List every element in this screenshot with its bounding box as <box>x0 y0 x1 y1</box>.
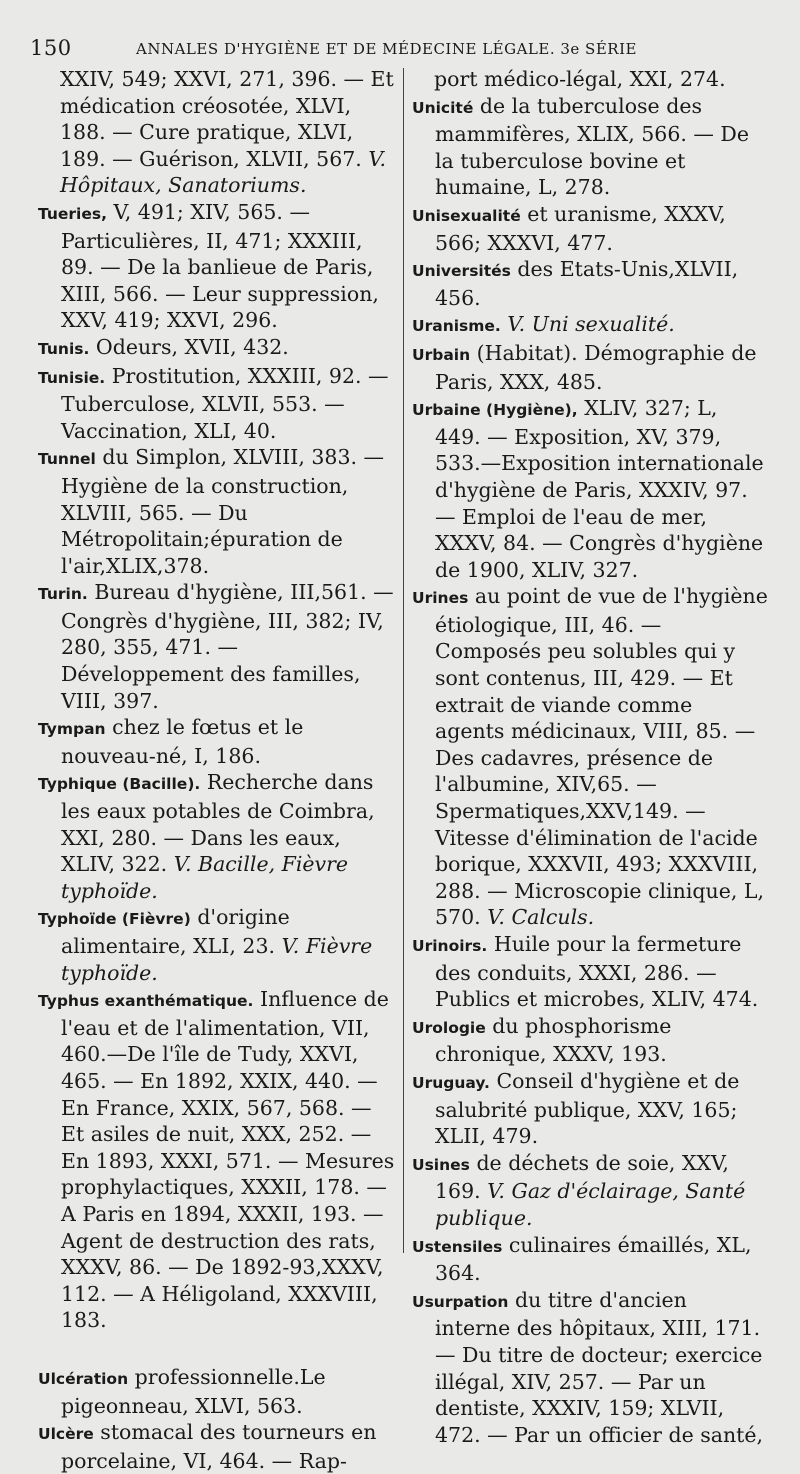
entry-text: et uranisme, XXXV, 566; XXXVI, 477. <box>435 201 726 255</box>
entry-heading: Typhique (Bacille). <box>38 775 201 794</box>
index-entry-urinoirs <box>412 931 768 1013</box>
index-entry-usurpation <box>412 1287 768 1449</box>
entry-heading: Urines <box>412 589 469 608</box>
entry-text: d'origine alimentaire, XLI, 23. <box>61 905 290 958</box>
entry-heading: Tueries, <box>38 204 108 223</box>
entry-cross-reference: V. Uni sexualité. <box>507 312 675 337</box>
entry-text: des Etats-Unis,XLVII, 456. <box>435 257 739 310</box>
entry-heading: Typhus exanthématique. <box>38 992 254 1011</box>
index-entry-tueries <box>38 199 398 334</box>
entry-heading: Tunisie. <box>38 368 106 387</box>
entry-heading: Uranisme. <box>412 317 501 336</box>
entry-text: de la tuberculose des mammifères, XLIX, 566. — De la tuberculose bovine et humaine, L, 278. <box>435 93 749 200</box>
entry-text: chez le fœtus et le nouveau-né, I, 186. <box>61 715 304 768</box>
entry-heading: Turin. <box>38 585 88 604</box>
index-entry-urines <box>412 583 768 931</box>
running-header <box>30 36 770 66</box>
entry-text: V, 491; XIV, 565. — Particulières, II, 471; XXXIII, 89. — De la banlieue de Paris, XIII, 566. — Leur suppression, XXV, 419; XXVI, 296. <box>61 199 379 333</box>
index-entry-urologie <box>412 1013 768 1068</box>
entry-cross-reference: V. Bacille, Fièvre typhoïde. <box>61 852 349 903</box>
index-entry-tunis <box>38 334 398 363</box>
index-entry-universites <box>412 256 768 311</box>
index-entry-ulceration <box>38 1364 398 1419</box>
entry-text: culinaires émaillés, XL, 364. <box>435 1232 752 1286</box>
index-entry-uruguay <box>412 1068 768 1150</box>
index-entry-ulcere <box>38 1419 398 1474</box>
entry-text: Recherche dans les eaux potables de Coimbra, XXI, 280. — Dans les eaux, XLIV, 322. <box>61 770 375 877</box>
page-number: 150 <box>30 36 72 60</box>
index-entry-typhoide <box>38 904 398 986</box>
index-entry-tunnel <box>38 444 398 579</box>
entry-heading: Tympan <box>38 720 106 739</box>
entry-text: port médico-légal, XXI, 274. <box>434 67 726 91</box>
index-entry-ustensiles <box>412 1232 768 1287</box>
index-entry-typhique <box>38 769 398 904</box>
entry-text: stomacal des tourneurs en porcelaine, VI, 464. — Rap- <box>61 1420 377 1473</box>
index-entry-continued <box>412 66 768 93</box>
entry-text: XLIV, 327; L, 449. — Exposition, XV, 379, 533.—Exposition internationale d'hygiène de Paris, XXXIV, 97. — Emploi de l'eau de mer, XXXV, 84. — Congrès d'hygiène de 1900, XLIV, 327. <box>435 396 764 582</box>
entry-text: Bureau d'hygiène, III,561. — Congrès d'hygiène, III, 382; IV, 280, 355, 471. — Développement des familles, VIII, 397. <box>61 580 394 713</box>
entry-cross-reference: V. Fièvre typhoïde. <box>61 934 373 985</box>
index-entry-turin <box>38 579 398 714</box>
entry-text: Influence de l'eau et de l'alimentation, VII, 460.—De l'île de Tudy, XXVI, 465. — En 1892, XXIX, 440. — En France, XXIX, 567, 568. — Et asiles de nuit, XXX, 252. — En 1893, XXXI, 571. — Mesures prophylactiques, XXXII, 178. — A Paris en 1894, XXXII, 193. — Agent de destruction des rats, XXXV, 86. — De 1892-93,XXXV, 112. — A Héligoland, XXXVIII, 183. <box>61 987 395 1333</box>
entry-heading: Ulcère <box>38 1425 94 1444</box>
entry-text: professionnelle.Le pigeonneau, XLVI, 563. <box>61 1364 326 1418</box>
entry-heading: Universités <box>412 262 511 281</box>
entry-heading: Urbain <box>412 345 471 364</box>
entry-heading: Usines <box>412 1155 470 1174</box>
entry-heading: Ustensiles <box>412 1237 503 1256</box>
right-column <box>412 66 768 1448</box>
entry-heading: Unisexualité <box>412 206 521 225</box>
index-entry-usines <box>412 1150 768 1232</box>
entry-cross-reference: V. Hôpitaux, Sanatoriums. <box>60 146 387 198</box>
entry-text: (Habitat). Démographie de Paris, XXX, 485. <box>435 340 757 394</box>
entry-cross-reference: V. Calculs. <box>487 905 595 930</box>
entry-heading: Tunis. <box>38 339 90 358</box>
entry-heading: Ulcération <box>38 1369 129 1388</box>
index-entry-urbaine <box>412 395 768 583</box>
entry-heading: Unicité <box>412 98 474 117</box>
index-entry-urbain <box>412 340 768 395</box>
running-title: ANNALES D'HYGIÈNE ET DE MÉDECINE LÉGALE. 3e SÉRIE <box>136 40 637 58</box>
entry-text: du Simplon, XLVIII, 383. —Hygiène de la construction, XLVIII, 565. — Du Métropolitain;épuration de l'air,XLIX,378. <box>61 445 385 578</box>
entry-heading: Uruguay. <box>412 1073 490 1092</box>
entry-heading: Tunnel <box>38 450 96 469</box>
entry-text: XXIV, 549; XXVI, 271, 396. — Et médication créosotée, XLVI, 188. — Cure pratique, XLVI, 189. — Guérison, XLVII, 567. <box>60 67 394 171</box>
entry-text: de déchets de soie, XXV, 169. <box>435 1150 729 1204</box>
entry-text: Prostitution, XXXIII, 92. — Tuberculose, XLVII, 553. — Vaccination, XLI, 40. <box>61 363 389 443</box>
column-divider <box>403 68 404 1253</box>
index-entry-typhus <box>38 986 398 1334</box>
entry-text: Odeurs, XVII, 432. <box>95 334 289 359</box>
index-entry-continued <box>38 66 398 199</box>
index-entry-unicite <box>412 93 768 201</box>
entry-text: au point de vue de l'hygiène étiologique, III, 46. — Composés peu solubles qui y sont contenus, III, 429. — Et extrait de viande comme agents médicinaux, VIII, 85. — Des cadavres, présence de l'albumine, XIV,65. —Spermatiques,XXV,149. — Vitesse d'élimination de l'acide borique, XXXVII, 493; XXXVIII, 288. — Microscopie clinique, L, 570. <box>435 584 768 930</box>
entry-heading: Typhoïde (Fièvre) <box>38 910 191 929</box>
index-entry-tunisie <box>38 363 398 445</box>
entry-heading: Usurpation <box>412 1292 509 1311</box>
left-column <box>38 66 398 1474</box>
entry-text: Huile pour la fermeture des conduits, XXXI, 286. — Publics et microbes, XLIV, 474. <box>435 932 759 1012</box>
entry-heading: Urinoirs. <box>412 937 488 955</box>
entry-text: du phosphorisme chronique, XXXV, 193. <box>435 1013 672 1067</box>
entry-heading: Urbaine (Hygiène), <box>412 401 578 420</box>
section-gap <box>38 1334 398 1364</box>
entry-cross-reference: V. Gaz d'éclairage, Santé publique. <box>435 1179 746 1230</box>
entry-text: Conseil d'hygiène et de salubrité publique, XXV, 165; XLII, 479. <box>435 1068 740 1149</box>
entry-text: du titre d'ancien interne des hôpitaux, XIII, 171. — Du titre de docteur; exercice illégal, XIV, 257. — Par un dentiste, XXXIV, 159; XLVII, 472. — Par un officier de santé, <box>435 1287 764 1447</box>
index-entry-tympan <box>38 714 398 769</box>
index-entry-unisexualite <box>412 201 768 256</box>
index-entry-uranisme <box>412 311 768 340</box>
entry-heading: Urologie <box>412 1018 486 1037</box>
